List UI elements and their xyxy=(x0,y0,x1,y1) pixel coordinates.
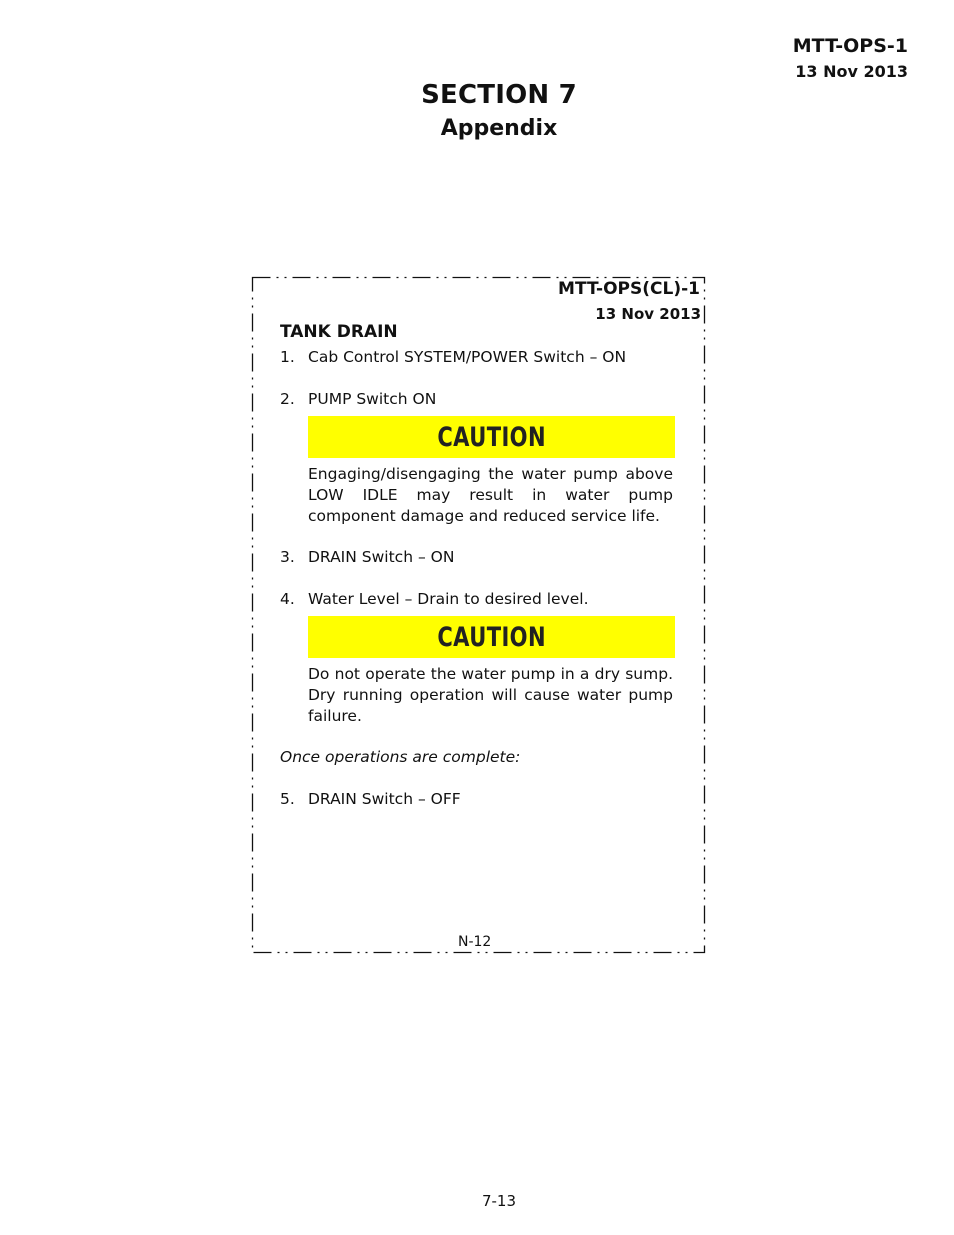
step-number: 4. xyxy=(280,590,295,608)
step-text: PUMP Switch ON xyxy=(308,390,437,408)
checklist-card xyxy=(252,277,705,953)
caution-banner xyxy=(308,616,675,658)
step-3 xyxy=(280,548,454,566)
step-number: 1. xyxy=(280,348,295,366)
step-text: DRAIN Switch – ON xyxy=(308,548,455,566)
step-4 xyxy=(280,590,589,608)
step-2 xyxy=(280,390,436,408)
card-page-number: N-12 xyxy=(458,934,492,950)
card-doc-id: MTT-OPS(CL)-1 xyxy=(558,279,700,299)
step-number: 5. xyxy=(280,790,295,808)
doc-date: 13 Nov 2013 xyxy=(795,62,908,81)
caution-label: CAUTION xyxy=(437,621,546,653)
step-text: DRAIN Switch – OFF xyxy=(308,790,461,808)
caution-text: Do not operate the water pump in a dry sump. Dry running operation will cause water pump failure. xyxy=(308,665,673,725)
caution-banner xyxy=(308,416,675,458)
step-number: 3. xyxy=(280,548,295,566)
step-5 xyxy=(280,790,461,808)
section-subtitle: Appendix xyxy=(440,116,558,141)
card-title: TANK DRAIN xyxy=(280,322,398,342)
page-number: 7-13 xyxy=(481,1192,517,1210)
step-1 xyxy=(280,348,626,366)
card-dashed-border xyxy=(252,277,705,953)
caution-text: Engaging/disengaging the water pump above LOW IDLE may result in water pump component damage and reduced service life. xyxy=(308,465,673,525)
step-text: Water Level – Drain to desired level. xyxy=(308,590,589,608)
caution-label: CAUTION xyxy=(437,421,546,453)
section-title: SECTION 7 xyxy=(421,80,577,110)
step-text: Cab Control SYSTEM/POWER Switch – ON xyxy=(308,348,627,366)
step-number: 2. xyxy=(280,390,295,408)
doc-id: MTT-OPS-1 xyxy=(792,35,908,57)
card-date: 13 Nov 2013 xyxy=(595,305,701,323)
operations-note: Once operations are complete: xyxy=(280,748,521,766)
